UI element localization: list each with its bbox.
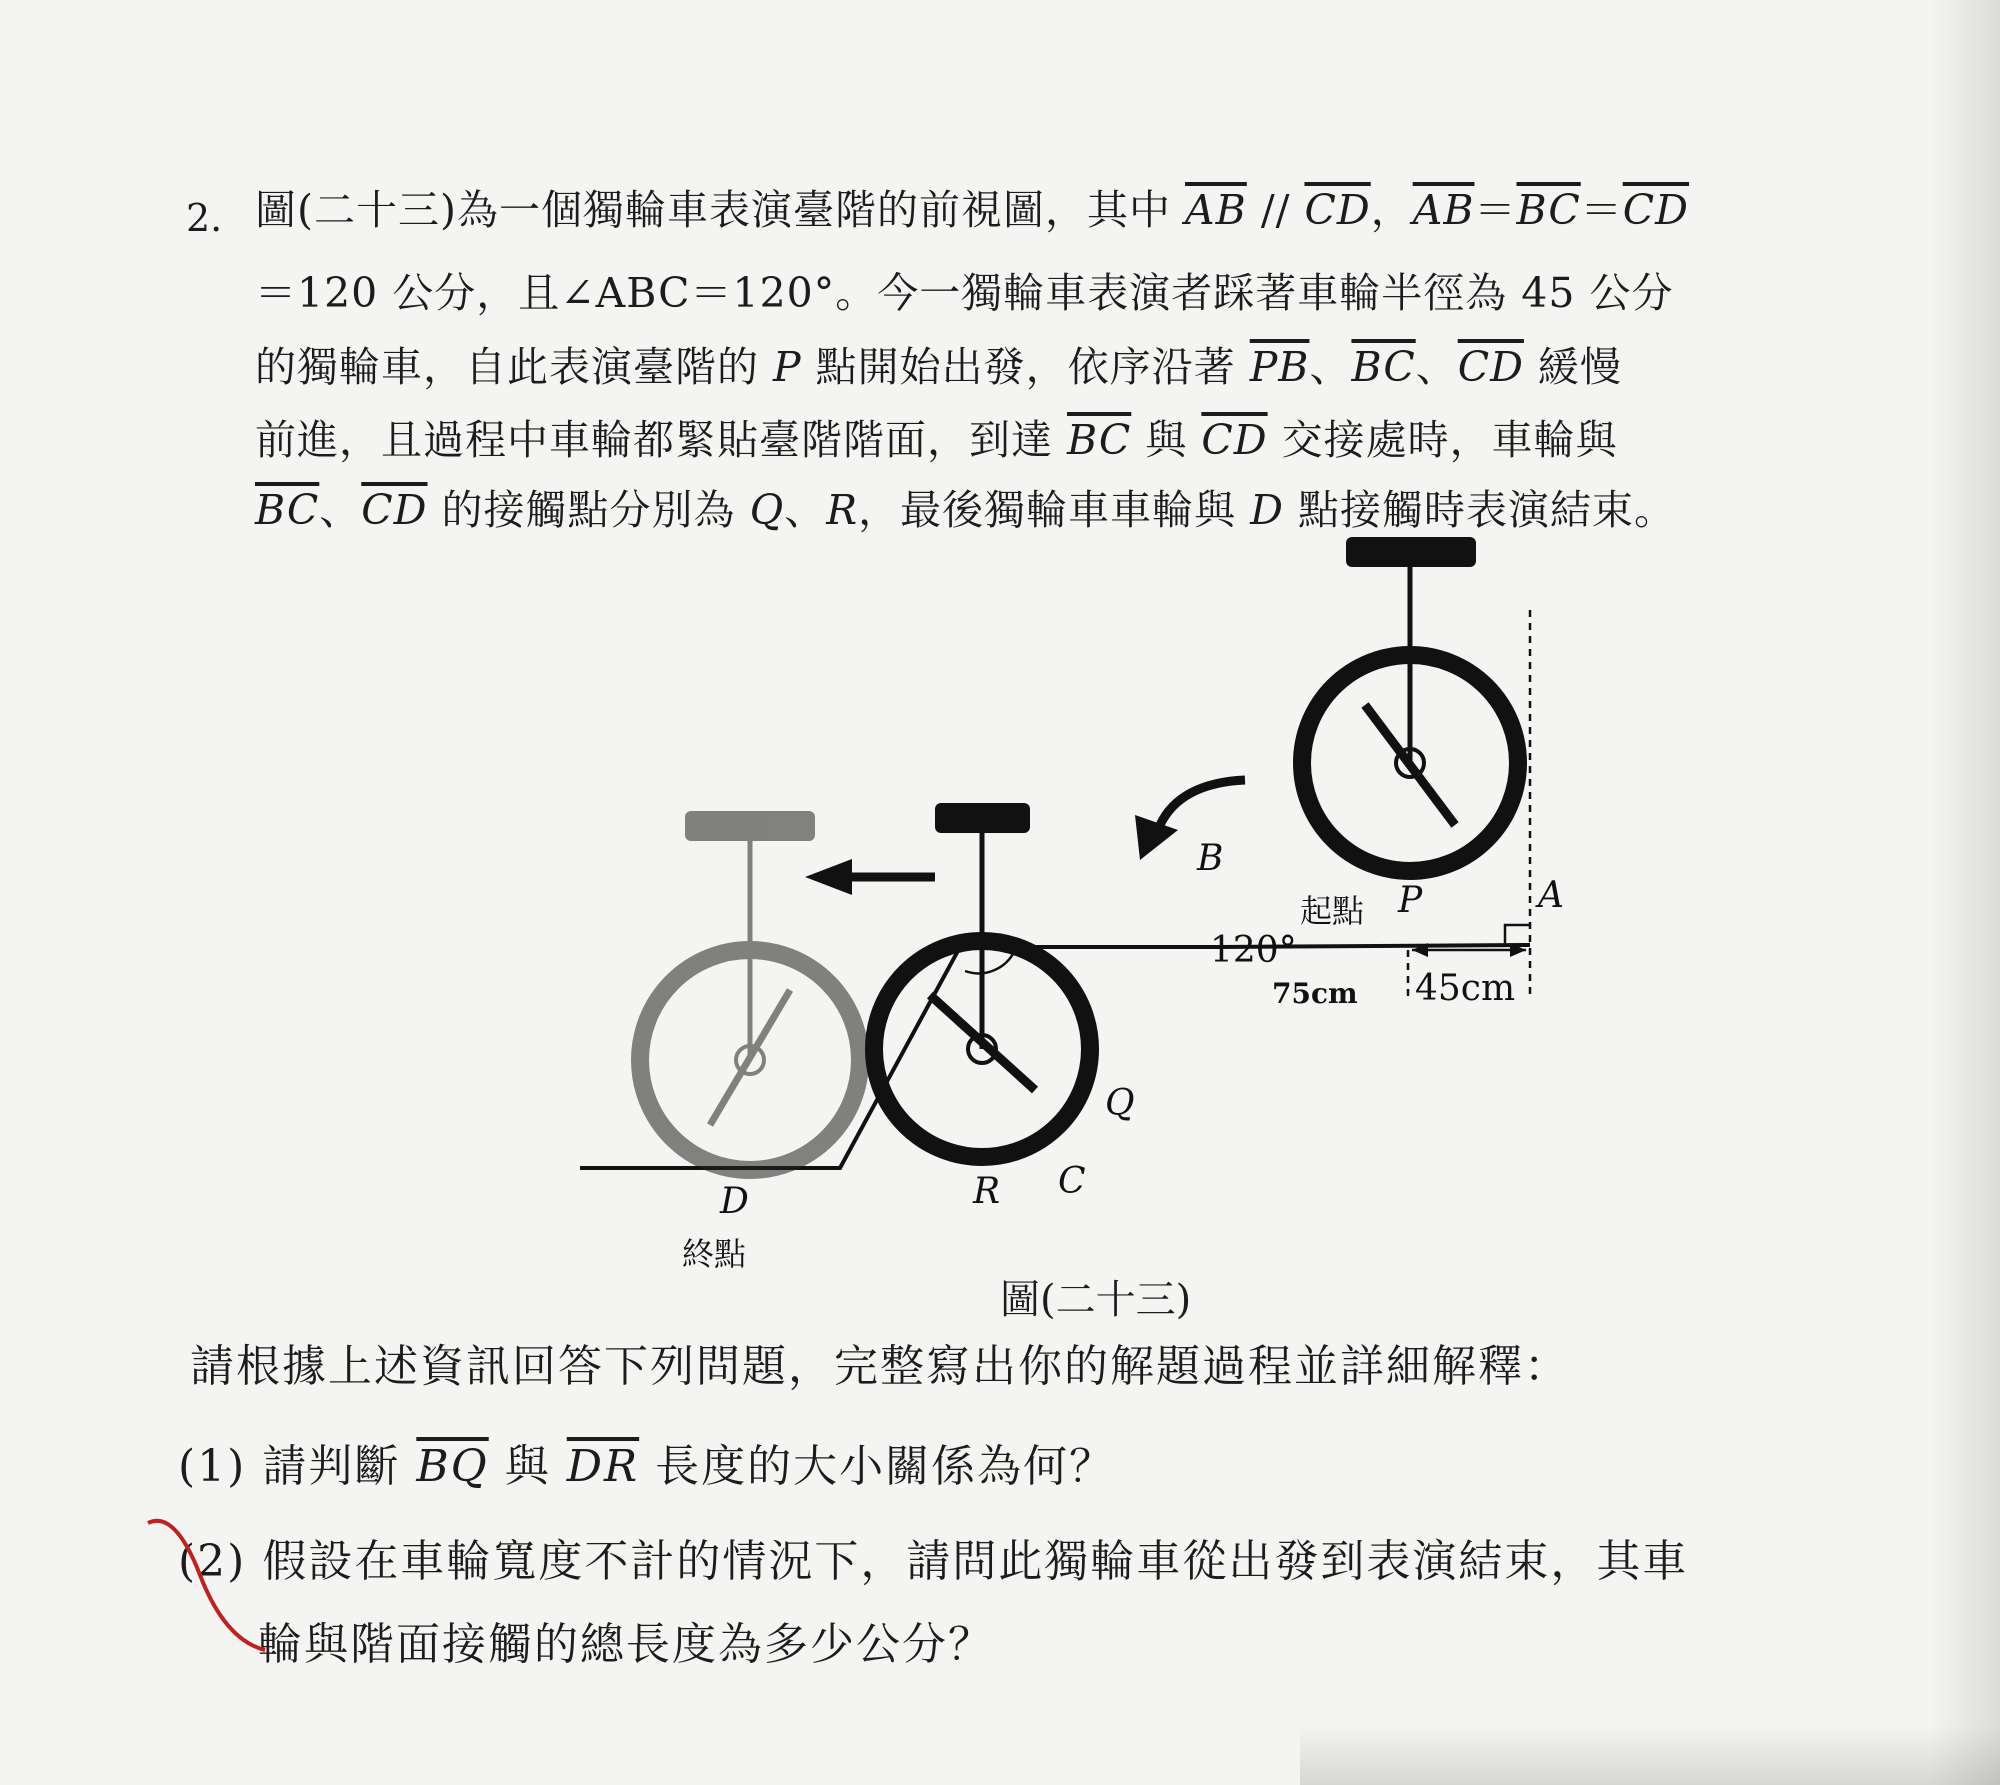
question-number: 2. bbox=[186, 196, 223, 240]
question-line-5: $\overline{BC}$、$\overline{CD}$ 的接觸點分別為 Q、R，最後獨輪車車輪與 D 點接觸時表演結束。 bbox=[255, 486, 1677, 534]
label-start: 起點 bbox=[1300, 892, 1365, 930]
question-line-4: 前進，且過程中車輪都緊貼臺階階面，到達 $\overline{BC}$ 與 $\overline{CD}$ 交接處時，車輪與 bbox=[255, 416, 1618, 464]
label-p: P bbox=[1398, 880, 1423, 921]
label-dist: 45cm bbox=[1415, 968, 1516, 1009]
angle-arc bbox=[965, 950, 1015, 973]
subquestion-1: (1) 請判斷 $\overline{BQ}$ 與 $\overline{DR}$ 長度的大小關係為何？ bbox=[178, 1441, 1116, 1492]
unicycle-stage-figure bbox=[580, 525, 1600, 1335]
label-c: C bbox=[1058, 1161, 1086, 1202]
label-handwritten: 75cm bbox=[1272, 977, 1358, 1010]
figure-caption: 圖(二十三) bbox=[1000, 1277, 1192, 1323]
arrow-curved bbox=[1160, 780, 1245, 825]
label-angle: 120° bbox=[1210, 930, 1297, 971]
unicycle-middle bbox=[874, 803, 1090, 1157]
question-line-1: 圖(二十三)為一個獨輪車表演臺階的前視圖，其中 $\overline{AB} // \overline{CD}$，$\overline{AB}=\overline{BC}=\overline{CD}$ bbox=[255, 186, 1689, 234]
subquestion-2: (2) 假設在車輪寬度不計的情況下，請問此獨輪車從出發到表演結束，其車 bbox=[178, 1536, 1689, 1587]
label-end: 終點 bbox=[682, 1235, 747, 1273]
arrow-curved-head bbox=[1135, 815, 1178, 860]
label-r: R bbox=[973, 1171, 1001, 1212]
red-check-mark bbox=[140, 1505, 280, 1655]
page-shadow-bottom bbox=[1300, 1725, 2000, 1785]
arrow-left bbox=[805, 859, 935, 895]
right-angle-mark bbox=[1505, 925, 1530, 945]
label-d: D bbox=[720, 1181, 749, 1222]
page-shadow-right bbox=[1930, 0, 2000, 1785]
prompt-text: 請根據上述資訊回答下列問題，完整寫出你的解題過程並詳細解釋： bbox=[190, 1341, 1570, 1392]
question-line-3: 的獨輪車，自此表演臺階的 P 點開始出發，依序沿著 $\overline{PB}$、$\overline{BC}$、$\overline{CD}$ 緩慢 bbox=[255, 343, 1622, 391]
label-a: A bbox=[1538, 875, 1564, 916]
unicycle-end bbox=[640, 811, 860, 1170]
unicycle-start bbox=[1302, 537, 1518, 871]
label-b: B bbox=[1197, 838, 1224, 879]
label-q: Q bbox=[1105, 1083, 1135, 1124]
question-line-2: ＝120 公分，且∠ABC＝120°。今一獨輪車表演者踩著車輪半徑為 45 公分 bbox=[255, 269, 1674, 317]
subquestion-2-line-2: 輪與階面接觸的總長度為多少公分？ bbox=[258, 1619, 994, 1670]
